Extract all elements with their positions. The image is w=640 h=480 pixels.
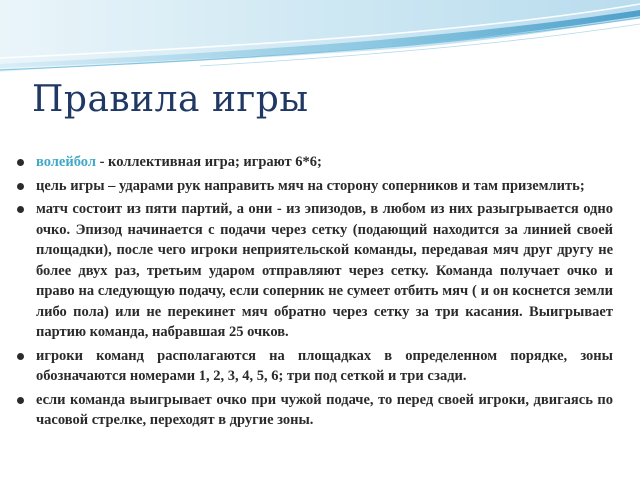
bullet-dot-icon [17,206,24,213]
bullet-dot-icon [17,353,24,360]
rule-item-rotation [17,390,613,431]
slide-title: Правила игры [32,79,309,120]
rule-item-match [17,199,613,343]
wave-header-decoration [0,0,640,80]
rule-text: игроки команд располагаются на площадках в определенном порядке, зоны обозначаются номерами 1, 2, 3, 4, 5, 6; три под сеткой и три сзади. [36,347,613,384]
term-volleyball: волейбол [36,154,96,170]
rule-item-goal [17,176,613,197]
rule-text: цель игры – ударами рук направить мяч на сторону соперников и там приземлить; [36,177,585,194]
rule-item-zones [17,346,613,387]
bullet-dot-icon [17,183,24,190]
rule-text: матч состоит из пяти партий, а они - из эпизодов, в любом из них разыгрывается одно очко. Эпизод начинается с подачи через сетку (подающий находится за линией своей площадки), после чего игроки неприятельской команды, передавая мяч друг другу не более двух раз, третьим ударом отправляют через сетку. Команда получает очко и право на следующую подачу, если соперник не сумеет отбить мяч ( и он коснется земли либо пола) или не перекинет мяч обратно через сетку за три касания. Выигрывает партию команда, набравшая 25 очков. [36,201,613,340]
bullet-dot-icon [17,159,24,166]
rule-text: если команда выигрывает очко при чужой подаче, то перед своей игроки, двигаясь по часовой стрелке, переходят в другие зоны. [36,391,613,428]
rule-text: - коллективная игра; играют 6*6; [95,154,322,170]
rules-list [17,152,613,434]
bullet-dot-icon [17,397,24,404]
rule-item-volleyball [17,152,613,173]
